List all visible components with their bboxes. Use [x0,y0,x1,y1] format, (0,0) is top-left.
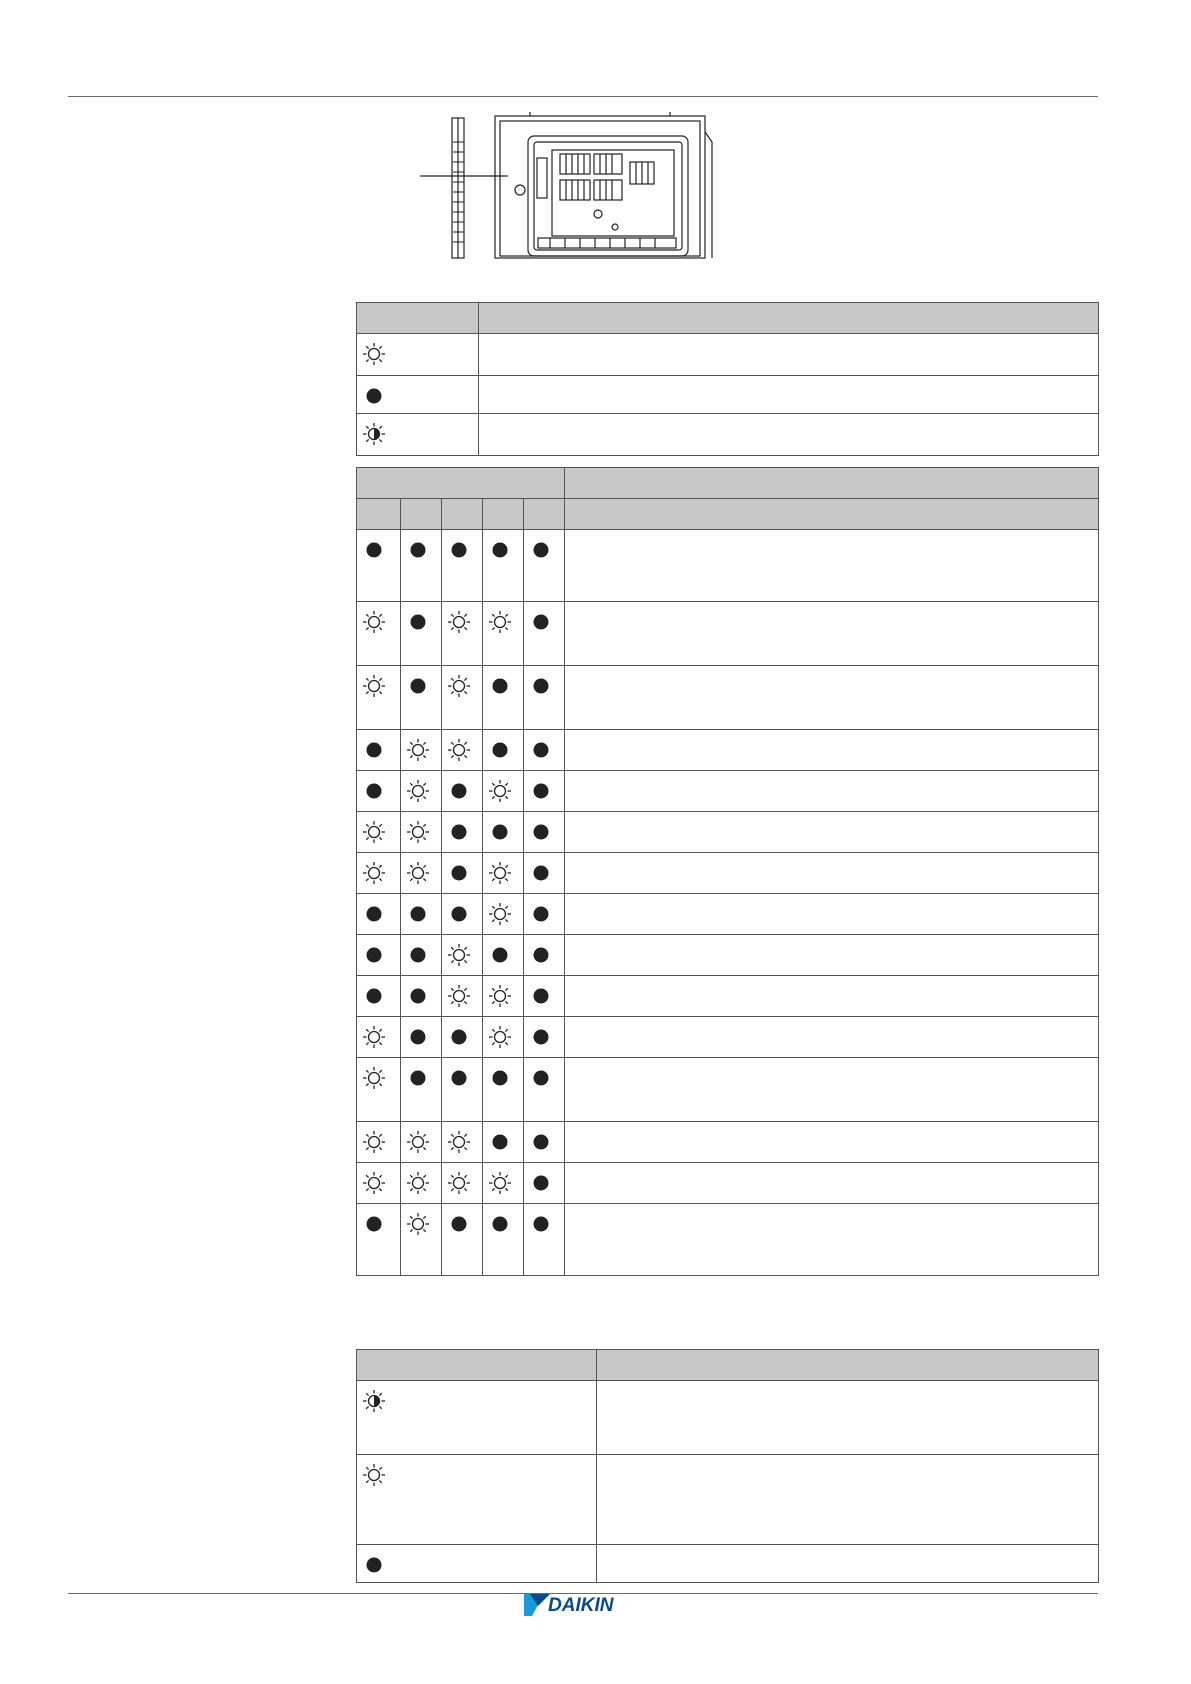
led-off-icon [362,984,386,1008]
led-off-icon [447,1212,471,1236]
led-on-icon [362,1463,386,1487]
led-off-icon [488,738,512,762]
led-on-icon [447,610,471,634]
led-on-icon [362,820,386,844]
legend-header-description [479,303,1099,334]
led-on-icon [362,674,386,698]
legend-header-row [357,303,1099,334]
legend-description-cell [479,334,1099,376]
led-off-icon [362,384,386,408]
led-state-cell [357,935,401,976]
led-state-cell [483,602,524,666]
led-off-icon [529,902,553,926]
led-state-cell [524,602,565,666]
led-off-icon [406,674,430,698]
led-off-icon [529,674,553,698]
led-state-cell [524,1163,565,1204]
led-state-cell [357,1058,401,1122]
led-off-icon [488,1130,512,1154]
led-on-icon [488,984,512,1008]
status-description-cell [565,1204,1099,1276]
mode-symbol-cell [357,1381,597,1455]
legend-description-cell [479,376,1099,414]
led-off-icon [488,820,512,844]
led-state-cell [483,1204,524,1276]
led-off-icon [529,1130,553,1154]
led-state-cell [442,771,483,812]
led-state-cell [357,771,401,812]
mode-symbol-cell [357,1455,597,1545]
led-off-icon [447,820,471,844]
led-state-cell [524,730,565,771]
led-off-icon [406,610,430,634]
led-off-icon [406,902,430,926]
led-off-icon [406,984,430,1008]
led-off-icon [529,779,553,803]
legend-header-symbol [357,303,479,334]
status-subheader-led [483,499,524,530]
led-off-icon [529,1025,553,1049]
status-description-cell [565,812,1099,853]
status-description-cell [565,1122,1099,1163]
led-on-icon [447,1130,471,1154]
header-rule [68,96,1098,97]
led-state-cell [401,602,442,666]
led-state-cell [401,1163,442,1204]
led-state-cell [357,602,401,666]
led-on-icon [447,984,471,1008]
led-on-icon [406,1171,430,1195]
led-state-cell [357,1122,401,1163]
legend-description-cell [479,414,1099,456]
status-description-cell [565,666,1099,730]
led-off-icon [529,1066,553,1090]
led-state-cell [524,935,565,976]
led-state-cell [401,771,442,812]
led-off-icon [362,779,386,803]
mode-symbol-cell [357,1545,597,1583]
status-subheader-led [442,499,483,530]
status-description-cell [565,853,1099,894]
led-state-cell [524,1017,565,1058]
led-state-cell [524,1122,565,1163]
led-state-cell [483,853,524,894]
led-on-icon [488,861,512,885]
led-off-icon [406,1066,430,1090]
status-row [357,1058,1099,1122]
legend-row [357,376,1099,414]
led-state-cell [357,1017,401,1058]
led-state-cell [483,935,524,976]
led-state-cell [442,1163,483,1204]
mode-description-cell [597,1381,1099,1455]
led-on-icon [406,861,430,885]
status-row [357,1163,1099,1204]
led-off-icon [529,738,553,762]
led-state-cell [442,666,483,730]
led-on-icon [488,610,512,634]
led-state-cell [401,935,442,976]
led-state-cell [483,1163,524,1204]
led-off-icon [362,1553,386,1577]
mode-header-description [597,1350,1099,1381]
status-row [357,976,1099,1017]
led-state-cell [483,894,524,935]
led-on-icon [488,1025,512,1049]
led-state-cell [442,812,483,853]
led-state-cell [401,976,442,1017]
mode-description-cell [597,1545,1099,1583]
led-blinking-icon [362,1389,386,1413]
status-description-cell [565,730,1099,771]
status-row [357,1122,1099,1163]
status-description-cell [565,771,1099,812]
led-state-cell [401,812,442,853]
led-state-cell [401,730,442,771]
status-subheader-row [357,499,1099,530]
status-description-cell [565,935,1099,976]
led-off-icon [529,861,553,885]
mode-header-symbol [357,1350,597,1381]
legend-row [357,334,1099,376]
led-off-icon [488,1066,512,1090]
led-state-cell [442,602,483,666]
status-row [357,530,1099,602]
led-on-icon [447,1171,471,1195]
led-state-cell [524,853,565,894]
led-off-icon [529,820,553,844]
led-blinking-icon [362,422,386,446]
led-state-cell [524,771,565,812]
led-on-icon [362,342,386,366]
led-state-cell [483,771,524,812]
status-header-leds [357,468,565,499]
led-state-cell [442,935,483,976]
status-row [357,730,1099,771]
led-state-cell [442,730,483,771]
daikin-logo-text: DAIKIN [548,1595,614,1616]
led-off-icon [529,984,553,1008]
led-state-cell [483,1017,524,1058]
led-off-icon [447,1066,471,1090]
status-description-cell [565,1058,1099,1122]
led-off-icon [362,738,386,762]
led-state-cell [442,530,483,602]
led-state-cell [357,853,401,894]
led-state-cell [442,1058,483,1122]
led-state-cell [357,666,401,730]
led-state-cell [401,666,442,730]
led-legend-table [356,302,1099,456]
led-state-cell [401,1204,442,1276]
led-on-icon [406,820,430,844]
led-state-cell [524,1058,565,1122]
led-state-cell [524,1204,565,1276]
led-off-icon [488,674,512,698]
mode-row [357,1545,1099,1583]
led-off-icon [447,779,471,803]
led-on-icon [406,738,430,762]
led-off-icon [529,538,553,562]
led-state-cell [442,1017,483,1058]
status-header-row [357,468,1099,499]
led-on-icon [362,861,386,885]
status-subheader-led [524,499,565,530]
status-subheader-description [565,499,1099,530]
led-state-cell [483,666,524,730]
mode-header-row [357,1350,1099,1381]
led-state-cell [524,666,565,730]
led-off-icon [362,538,386,562]
status-row [357,935,1099,976]
led-state-cell [524,812,565,853]
led-on-icon [406,779,430,803]
status-description-cell [565,1017,1099,1058]
led-state-cell [483,976,524,1017]
status-row [357,602,1099,666]
led-state-cell [483,1058,524,1122]
legend-row [357,414,1099,456]
led-off-icon [406,943,430,967]
status-description-cell [565,530,1099,602]
led-off-icon [447,902,471,926]
led-on-icon [406,1130,430,1154]
led-off-icon [362,943,386,967]
led-state-cell [401,1058,442,1122]
led-off-icon [488,943,512,967]
status-subheader-led [357,499,401,530]
status-header-description [565,468,1099,499]
led-off-icon [529,943,553,967]
led-off-icon [362,902,386,926]
status-description-cell [565,894,1099,935]
led-state-cell [483,530,524,602]
led-on-icon [362,1066,386,1090]
mode-row [357,1455,1099,1545]
led-state-cell [357,530,401,602]
status-row [357,666,1099,730]
led-off-icon [406,1025,430,1049]
led-on-icon [488,902,512,926]
status-row [357,853,1099,894]
status-description-cell [565,976,1099,1017]
led-state-cell [401,1017,442,1058]
status-row [357,1204,1099,1276]
led-state-cell [483,730,524,771]
led-on-icon [362,1025,386,1049]
led-off-icon [447,1025,471,1049]
led-state-cell [442,1122,483,1163]
led-state-cell [442,976,483,1017]
legend-symbol-cell [357,414,479,456]
led-state-cell [357,894,401,935]
status-description-cell [565,1163,1099,1204]
led-off-icon [529,610,553,634]
status-row [357,1017,1099,1058]
led-off-icon [447,538,471,562]
status-row [357,812,1099,853]
led-off-icon [447,861,471,885]
led-state-cell [483,1122,524,1163]
led-on-icon [406,1212,430,1236]
led-state-cell [357,1204,401,1276]
status-description-cell [565,602,1099,666]
led-off-icon [529,1212,553,1236]
led-state-cell [524,530,565,602]
led-state-cell [357,1163,401,1204]
mode-description-cell [597,1455,1099,1545]
led-off-icon [529,1171,553,1195]
led-state-cell [524,894,565,935]
led-on-icon [488,1171,512,1195]
led-state-cell [442,894,483,935]
led-on-icon [447,674,471,698]
led-off-icon [362,1212,386,1236]
led-state-cell [401,894,442,935]
status-row [357,894,1099,935]
led-off-icon [488,1212,512,1236]
led-off-icon [488,538,512,562]
blink-mode-table [356,1349,1099,1583]
legend-symbol-cell [357,334,479,376]
status-subheader-led [401,499,442,530]
led-state-cell [401,853,442,894]
led-on-icon [447,943,471,967]
led-state-cell [401,530,442,602]
led-state-cell [442,853,483,894]
led-state-cell [401,1122,442,1163]
led-state-cell [442,1204,483,1276]
daikin-logo [524,1592,644,1623]
led-state-cell [524,976,565,1017]
led-on-icon [362,610,386,634]
led-off-icon [406,538,430,562]
led-on-icon [362,1171,386,1195]
led-status-table [356,467,1099,1276]
led-state-cell [357,976,401,1017]
status-row [357,771,1099,812]
led-state-cell [357,730,401,771]
led-on-icon [362,1130,386,1154]
led-on-icon [488,779,512,803]
legend-symbol-cell [357,376,479,414]
led-on-icon [447,738,471,762]
switch-box-illustration [420,112,720,260]
mode-row [357,1381,1099,1455]
led-state-cell [483,812,524,853]
led-state-cell [357,812,401,853]
